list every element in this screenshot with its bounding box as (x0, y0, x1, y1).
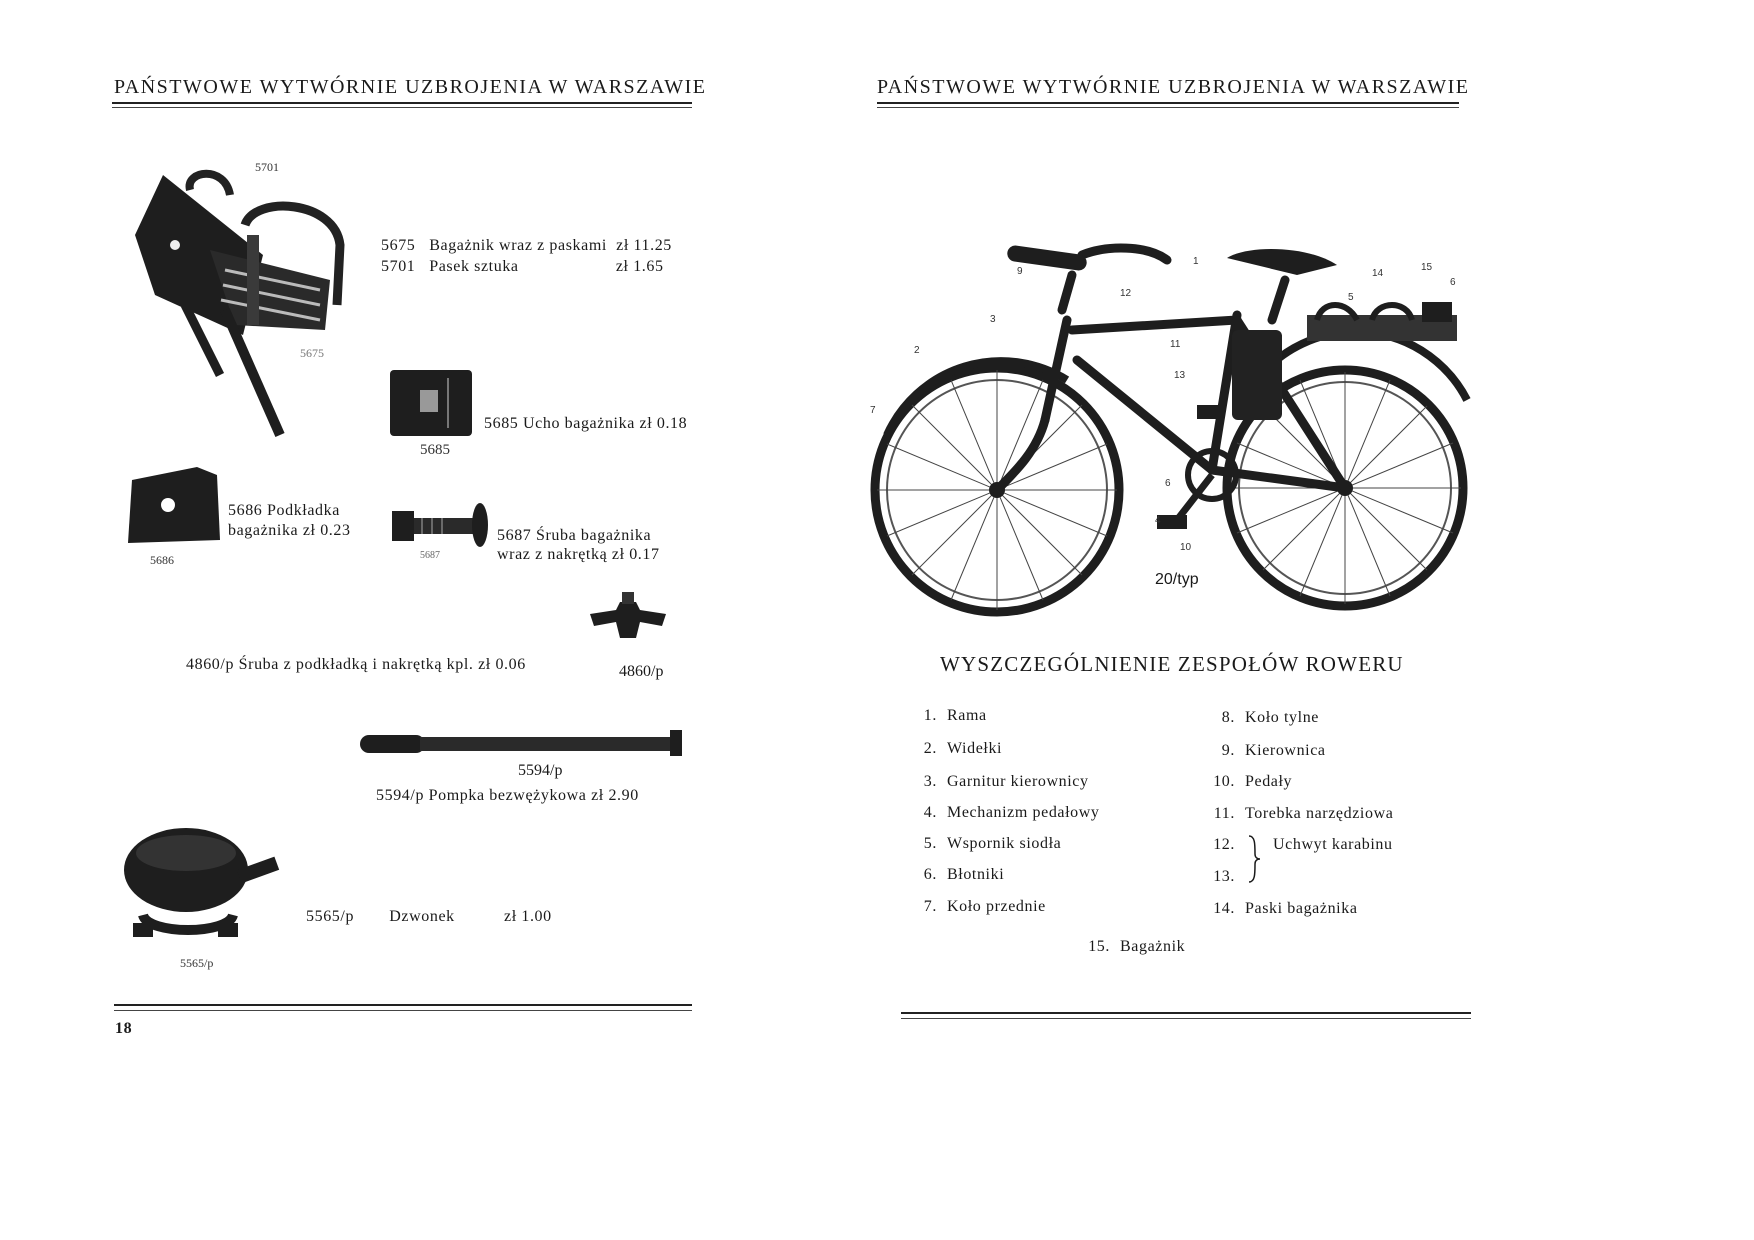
list-item: 7. Koło przednie (923, 898, 1046, 915)
header-rule-right (877, 102, 1459, 104)
bell-price: zł 1.00 (504, 908, 552, 925)
bell-name: Dzwonek (389, 908, 455, 925)
section-title: WYSZCZEGÓLNIENIE ZESPOŁÓW ROWERU (940, 652, 1404, 676)
bike-label-14: 14 (1372, 268, 1384, 279)
list-item: 2. Widełki (923, 740, 1003, 757)
bike-label-10: 10 (1180, 542, 1192, 553)
bolt-text-1: 5687 Śruba bagażnika (497, 527, 652, 544)
rack-label-5701: 5701 (255, 160, 279, 174)
bike-label-7: 7 (870, 405, 876, 416)
bolt-text-2: wraz z nakrętką zł 0.17 (497, 546, 660, 563)
bike-label-3: 3 (990, 314, 996, 325)
list-item: 15. Bagażnik (1088, 938, 1186, 955)
list-item: 8. Koło tylne (1221, 709, 1319, 726)
washer-text-1: 5686 Podkładka (228, 502, 340, 519)
bicycle-image (867, 220, 1467, 620)
list-item: 10. Pedały (1213, 773, 1293, 790)
list-item: 1. Rama (923, 707, 987, 724)
header-rule (112, 102, 692, 104)
bike-caption: 20/typ (1155, 571, 1199, 588)
footer-rule-thin (114, 1010, 692, 1011)
page-header: PAŃSTWOWE WYTWÓRNIE UZBROJENIA W WARSZAWIE (114, 76, 707, 98)
bike-label-11: 11 (1170, 339, 1181, 350)
list-item-12-13: Uchwyt karabinu (1273, 836, 1393, 853)
washer-label: 5686 (150, 553, 174, 567)
strap-code: 5701 (381, 258, 416, 275)
strap-name: Pasek sztuka (429, 258, 519, 275)
washer-text-2: bagażnika zł 0.23 (228, 522, 351, 539)
rack-line-5675 (381, 237, 672, 255)
rack-name: Bagażnik wraz z paskami (429, 237, 607, 254)
bike-label-5: 5 (1348, 292, 1354, 303)
list-item: 14. Paski bagażnika (1213, 900, 1358, 917)
page-number: 18 (115, 1020, 133, 1037)
right-page (870, 0, 1754, 1240)
screw-label: 4860/p (619, 663, 664, 680)
bicycle-rack-image (115, 165, 375, 465)
screw-text: 4860/p Śruba z podkładką i nakrętką kpl. zł 0.06 (186, 656, 526, 673)
list-item: 11. Torebka narzędziowa (1213, 805, 1394, 822)
list-item: 5. Wspornik siodła (923, 835, 1062, 852)
footer-rule (114, 1004, 692, 1006)
bike-label-1: 1 (1193, 256, 1199, 267)
pump-text: 5594/p Pompka bezwężykowa zł 2.90 (376, 787, 639, 804)
list-item: 6. Błotniki (923, 866, 1005, 883)
ear-text: 5685 Ucho bagażnika zł 0.18 (484, 415, 688, 432)
brace-icon (1247, 834, 1261, 884)
bike-label-6: 6 (1165, 478, 1171, 489)
strap-line-5701 (381, 258, 664, 276)
page-header-right: PAŃSTWOWE WYTWÓRNIE UZBROJENIA W WARSZAWIE (877, 76, 1470, 98)
list-item: 3. Garnitur kierownicy (923, 773, 1089, 790)
strap-price: zł 1.65 (615, 258, 664, 275)
bike-label-4: 4 (1155, 515, 1161, 526)
rack-washer-image (122, 465, 222, 545)
bike-label-6b: 6 (1450, 277, 1456, 288)
bolt-label: 5687 (420, 550, 440, 561)
ear-label: 5685 (420, 442, 450, 458)
bike-label-12: 12 (1120, 288, 1132, 299)
rack-ear-image (390, 370, 475, 438)
screw-image (588, 592, 668, 642)
list-item: 12. (1213, 836, 1235, 853)
list-item: 4. Mechanizm pedałowy (923, 804, 1100, 821)
rack-bolt-image (392, 503, 492, 553)
pump-image (355, 725, 685, 765)
pump-label: 5594/p (518, 762, 563, 779)
bike-label-15: 15 (1421, 262, 1433, 273)
bike-label-13: 13 (1174, 370, 1186, 381)
header-rule-thin-right (877, 107, 1459, 108)
bell-image (118, 815, 288, 945)
bell-code: 5565/p (306, 908, 355, 925)
list-item: 13. (1213, 868, 1235, 885)
bell-label: 5565/p (180, 956, 214, 970)
bell-line (306, 908, 552, 926)
footer-rule-thin-right (901, 1018, 1471, 1019)
rack-price: zł 11.25 (616, 237, 672, 254)
rack-label-5675: 5675 (300, 346, 324, 360)
bike-label-9: 9 (1017, 266, 1023, 277)
header-rule-thin (112, 107, 692, 108)
rack-code: 5675 (381, 237, 416, 254)
list-item: 9. Kierownica (1221, 742, 1326, 759)
footer-rule-right (901, 1012, 1471, 1014)
bike-label-2: 2 (914, 345, 920, 356)
